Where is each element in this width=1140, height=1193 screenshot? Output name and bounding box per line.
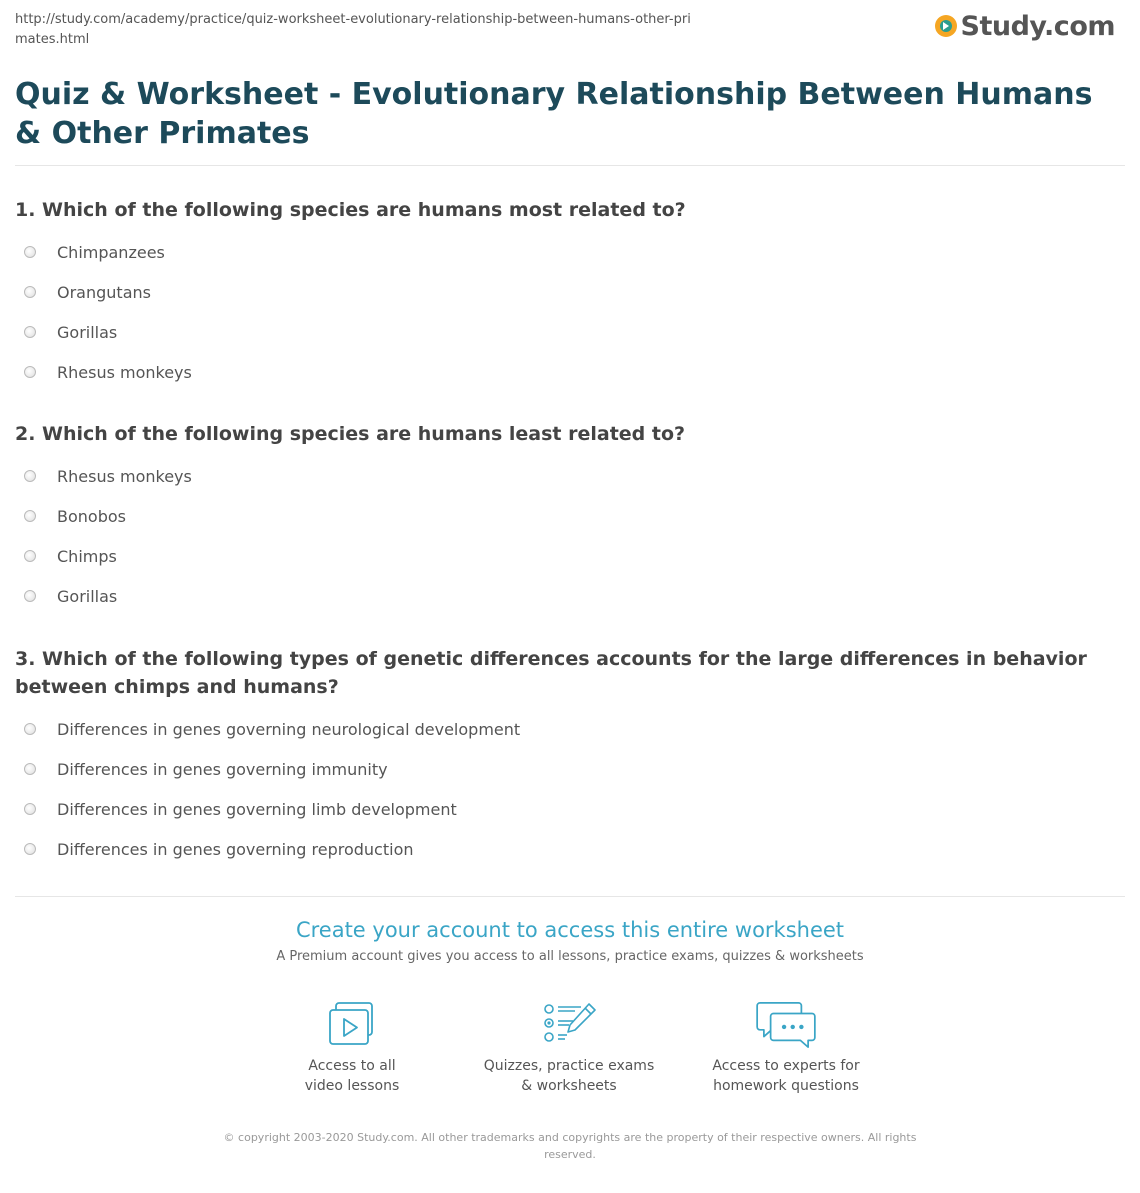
feature-label: Quizzes, practice exams & worksheets bbox=[483, 1058, 655, 1094]
answer-option[interactable] bbox=[15, 272, 1125, 312]
answer-label: Rhesus monkeys bbox=[57, 466, 192, 486]
answer-option[interactable] bbox=[15, 352, 1125, 392]
page-url: http://study.com/academy/practice/quiz-worksheet-evolutionary-relationship-between-humans-other-primates.html bbox=[15, 12, 691, 47]
radio-button[interactable] bbox=[24, 843, 36, 855]
feature-label: Access to experts for homework questions bbox=[712, 1058, 860, 1094]
answer-option[interactable] bbox=[15, 789, 1125, 829]
study-logo[interactable] bbox=[935, 10, 1115, 42]
feature-experts bbox=[676, 1000, 896, 1096]
video-lessons-icon bbox=[324, 1000, 380, 1050]
cta-subtitle: A Premium account gives you access to all lessons, practice exams, quizzes & worksheets bbox=[276, 949, 864, 964]
radio-button[interactable] bbox=[24, 326, 36, 338]
answer-label: Orangutans bbox=[57, 282, 151, 302]
question-text: 2. Which of the following species are humans least related to? bbox=[15, 423, 686, 445]
answer-label: Differences in genes governing reproduction bbox=[57, 839, 414, 859]
answer-option[interactable] bbox=[15, 749, 1125, 789]
radio-button[interactable] bbox=[24, 366, 36, 378]
radio-button[interactable] bbox=[24, 550, 36, 562]
answer-label: Gorillas bbox=[57, 586, 118, 606]
play-logo-icon bbox=[935, 15, 957, 37]
answer-option[interactable] bbox=[15, 496, 1125, 536]
answer-label: Differences in genes governing limb development bbox=[57, 799, 457, 819]
question-2 bbox=[15, 420, 1125, 616]
question-text: 1. Which of the following species are humans most related to? bbox=[15, 199, 686, 221]
title-divider bbox=[15, 165, 1125, 166]
radio-button[interactable] bbox=[24, 590, 36, 602]
cta-title-link[interactable]: Create your account to access this entire worksheet bbox=[295, 918, 845, 942]
answer-label: Chimps bbox=[57, 546, 117, 566]
radio-button[interactable] bbox=[24, 510, 36, 522]
answer-label: Differences in genes governing neurological development bbox=[57, 719, 521, 739]
cta-divider bbox=[15, 896, 1125, 897]
answer-option[interactable] bbox=[15, 576, 1125, 616]
answer-options bbox=[15, 709, 1125, 869]
radio-button[interactable] bbox=[24, 470, 36, 482]
question-text: 3. Which of the following types of genetic differences accounts for the large differences in behavior between chimps and humans? bbox=[15, 648, 1087, 698]
feature-label: Access to all video lessons bbox=[304, 1058, 400, 1094]
page-header bbox=[15, 10, 1125, 54]
radio-button[interactable] bbox=[24, 803, 36, 815]
answer-label: Differences in genes governing immunity bbox=[57, 759, 388, 779]
answer-label: Bonobos bbox=[57, 506, 126, 526]
answer-option[interactable] bbox=[15, 829, 1125, 869]
radio-button[interactable] bbox=[24, 246, 36, 258]
answer-option[interactable] bbox=[15, 536, 1125, 576]
logo-text: Study.com bbox=[960, 10, 1115, 42]
answer-label: Gorillas bbox=[57, 322, 118, 342]
feature-quizzes bbox=[459, 1000, 679, 1096]
copyright-notice: © copyright 2003-2020 Study.com. All other trademarks and copyrights are the property of their respective owners. All rights reserved. bbox=[223, 1131, 917, 1161]
page-title: Quiz & Worksheet - Evolutionary Relationship Between Humans & Other Primates bbox=[15, 77, 1093, 151]
answer-option[interactable] bbox=[15, 709, 1125, 749]
answer-label: Chimpanzees bbox=[57, 242, 165, 262]
radio-button[interactable] bbox=[24, 723, 36, 735]
answer-options bbox=[15, 456, 1125, 616]
feature-video-lessons bbox=[242, 1000, 462, 1096]
question-1 bbox=[15, 196, 1125, 392]
answer-options bbox=[15, 232, 1125, 392]
answer-option[interactable] bbox=[15, 456, 1125, 496]
chat-experts-icon bbox=[753, 1000, 819, 1050]
radio-button[interactable] bbox=[24, 286, 36, 298]
answer-option[interactable] bbox=[15, 232, 1125, 272]
quiz-list-icon bbox=[539, 1000, 599, 1050]
radio-button[interactable] bbox=[24, 763, 36, 775]
answer-label: Rhesus monkeys bbox=[57, 362, 192, 382]
answer-option[interactable] bbox=[15, 312, 1125, 352]
question-3 bbox=[15, 645, 1125, 869]
